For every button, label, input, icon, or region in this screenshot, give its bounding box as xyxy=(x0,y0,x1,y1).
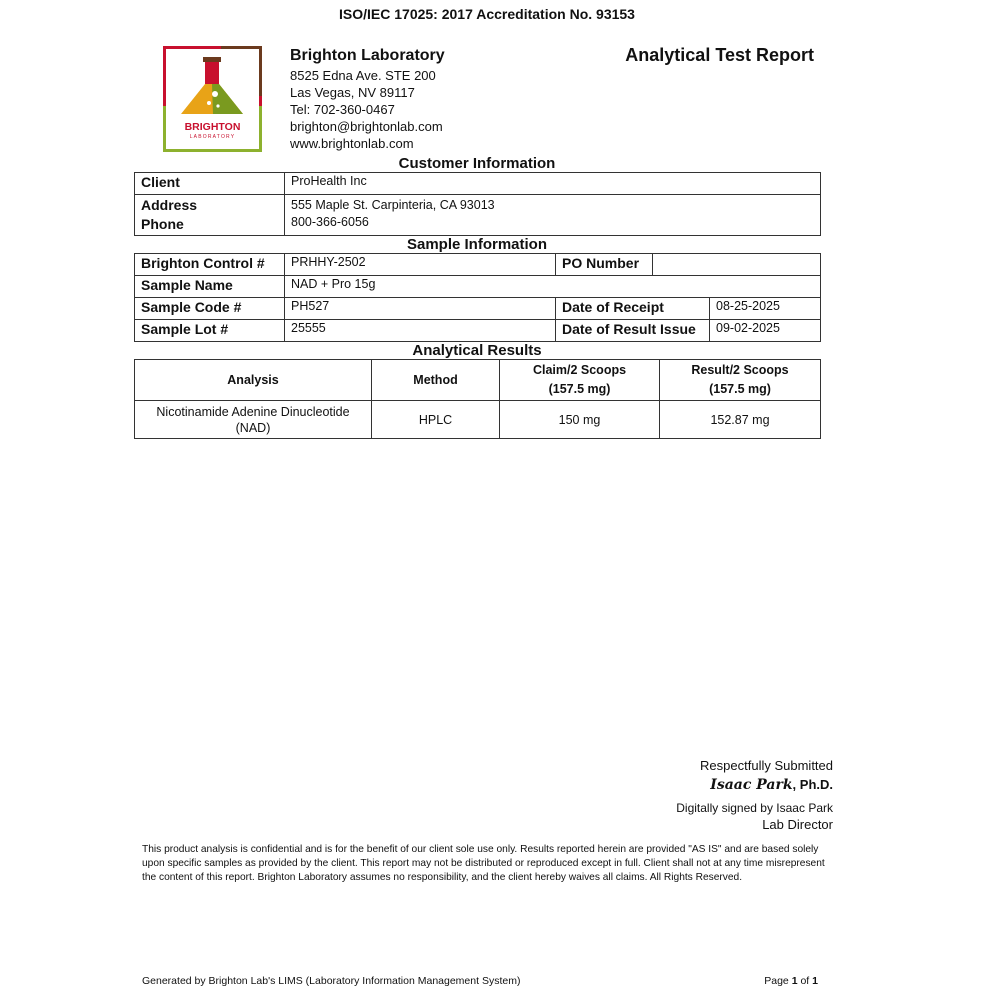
lab-phone: Tel: 702-360-0467 xyxy=(290,102,395,117)
result-header-line1: Result/2 Scoops xyxy=(691,363,789,377)
claim-cell: 150 mg xyxy=(500,401,660,439)
respectfully-submitted: Respectfully Submitted xyxy=(700,758,833,773)
sample-lot-value: 25555 xyxy=(285,320,556,342)
client-value: ProHealth Inc xyxy=(285,173,821,195)
results-row xyxy=(135,401,821,439)
analysis-name-line2: (NAD) xyxy=(235,420,271,435)
lab-contact-block xyxy=(290,46,445,152)
control-value: PRHHY-2502 xyxy=(285,254,556,276)
signature-name: Isaac Park xyxy=(710,777,793,793)
signature-suffix: , Ph.D. xyxy=(792,777,833,792)
disclaimer: This product analysis is confidential and is for the benefit of our client sole use only. Results reported herein are provided "AS IS" and are based solely upon specific samples as provided by the client. This report may not be distributed or reproduced except in full. Client shall not at any time misrepresent the content of this report. Brighton Laboratory assumes no responsibility, and the client hereby waives all claims. All Rights Reserved. xyxy=(142,844,825,883)
address-label: Address xyxy=(141,197,198,213)
method-cell: HPLC xyxy=(372,401,500,439)
claim-header-line2: (157.5 mg) xyxy=(548,382,611,396)
client-label: Client xyxy=(135,173,285,195)
claim-header-line1: Claim/2 Scoops xyxy=(532,363,627,377)
lab-email: brighton@brightonlab.com xyxy=(290,119,443,134)
footer-generated: Generated by Brighton Lab's LIMS (Laboratory Information Management System) xyxy=(142,975,521,987)
sample-section-title: Sample Information xyxy=(406,236,548,253)
phone-label: Phone xyxy=(141,216,184,232)
control-label: Brighton Control # xyxy=(135,254,285,276)
result-header-line2: (157.5 mg) xyxy=(709,382,771,396)
page-current: 1 xyxy=(791,975,798,987)
page-number xyxy=(764,975,818,987)
sample-name-label: Sample Name xyxy=(135,276,285,298)
sample-lot-row xyxy=(135,320,821,342)
sample-name-row xyxy=(135,276,821,298)
signer-title: Lab Director xyxy=(762,817,833,832)
signature-line xyxy=(710,777,833,793)
accreditation-header: ISO/IEC 17025: 2017 Accreditation No. 93153 xyxy=(339,6,635,22)
sample-table xyxy=(134,253,821,342)
receipt-date-label: Date of Receipt xyxy=(556,298,710,320)
claim-header xyxy=(500,360,660,401)
issue-date-label: Date of Result Issue xyxy=(556,320,710,342)
page-prefix: Page xyxy=(764,975,789,987)
customer-address-row xyxy=(135,195,821,236)
issue-date-value: 09-02-2025 xyxy=(710,320,821,342)
po-value xyxy=(653,254,821,276)
analysis-cell xyxy=(135,401,372,439)
logo-sub-text: LABORATORY xyxy=(189,134,236,140)
result-header xyxy=(660,360,821,401)
lab-address-line1: 8525 Edna Ave. STE 200 xyxy=(290,68,436,83)
digital-signature-note: Digitally signed by Isaac Park xyxy=(676,801,833,815)
logo-brand-text: BRIGHTON xyxy=(184,121,241,133)
sample-control-row xyxy=(135,254,821,276)
receipt-date-value: 08-25-2025 xyxy=(710,298,821,320)
sample-code-row xyxy=(135,298,821,320)
lab-name: Brighton Laboratory xyxy=(290,47,445,64)
results-header-row xyxy=(135,360,821,401)
sample-code-label: Sample Code # xyxy=(135,298,285,320)
customer-client-row xyxy=(135,173,821,195)
page-total: 1 xyxy=(812,975,818,987)
lab-website: www.brightonlab.com xyxy=(290,136,414,151)
method-header: Method xyxy=(372,360,500,401)
customer-table xyxy=(134,172,821,236)
phone-value: 800-366-6056 xyxy=(291,215,369,229)
brighton-logo xyxy=(163,46,262,152)
sample-name-value: NAD + Pro 15g xyxy=(285,276,821,298)
customer-section-title: Customer Information xyxy=(398,155,556,172)
po-label: PO Number xyxy=(556,254,653,276)
report-title: Analytical Test Report xyxy=(625,45,814,65)
page-of: of xyxy=(800,975,810,987)
sample-lot-label: Sample Lot # xyxy=(135,320,285,342)
address-value: 555 Maple St. Carpinteria, CA 93013 xyxy=(291,198,495,212)
results-table xyxy=(134,359,821,439)
results-section-title: Analytical Results xyxy=(412,342,542,359)
result-cell: 152.87 mg xyxy=(660,401,821,439)
analysis-header: Analysis xyxy=(135,360,372,401)
lab-address-line2: Las Vegas, NV 89117 xyxy=(290,85,415,100)
sample-code-value: PH527 xyxy=(285,298,556,320)
analysis-name-line1: Nicotinamide Adenine Dinucleotide xyxy=(156,404,350,419)
